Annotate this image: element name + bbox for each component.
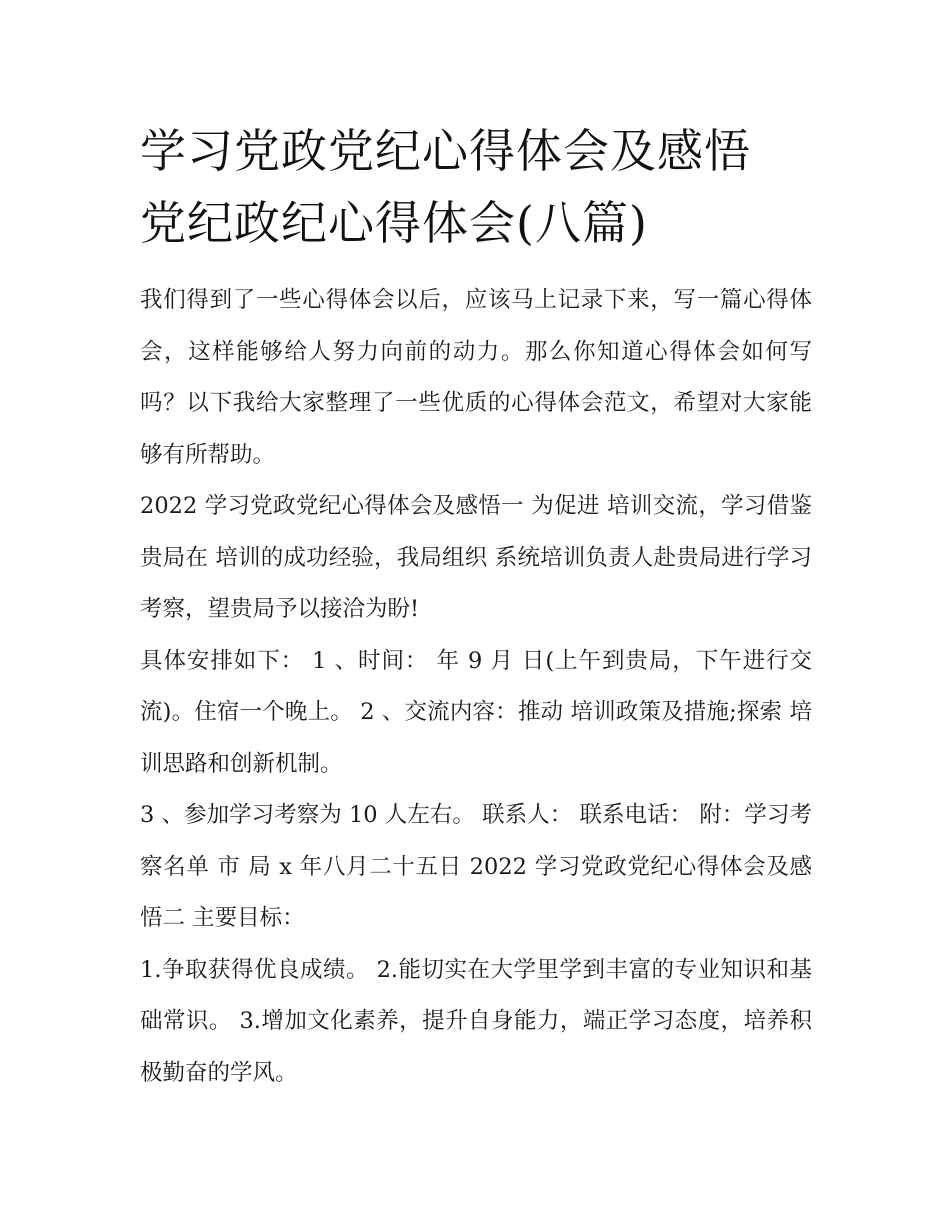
document-content: [140, 115, 812, 1099]
title-line-1: 学习党政党纪心得体会及感悟: [140, 124, 751, 178]
paragraph-intro: 我们得到了一些心得体会以后，应该马上记录下来，写一篇心得体会，这样能够给人努力向前的动力。那么你知道心得体会如何写吗？以下我给大家整理了一些优质的心得体会范文，希望对大家能够有所帮助。: [140, 287, 812, 468]
paragraph-arrangement: 具体安排如下： 1 、时间： 年 9 月 日(上午到贵局，下午进行交流)。住宿一个晚上。 2 、交流内容：推动 培训政策及措施;探索 培训思路和创新机制。: [140, 647, 812, 777]
paragraph-article-one: 2022 学习党政党纪心得体会及感悟一 为促进 培训交流，学习借鉴贵局在 培训的成功经验，我局组织 系统培训负责人赴贵局进行学习考察，望贵局予以接洽为盼!: [140, 493, 812, 622]
paragraph-participants: 3 、参加学习考察为 10 人左右。 联系人： 联系电话： 附：学习考察名单 市 局 x 年八月二十五日 2022 学习党政党纪心得体会及感悟二 主要目标：: [140, 802, 812, 931]
title-line-2: 党纪政纪心得体会(八篇): [140, 196, 648, 250]
document-title: [140, 115, 812, 259]
paragraph-goals: 1.争取获得优良成绩。 2.能切实在大学里学到丰富的专业知识和基础常识。 3.增加文化素养，提升自身能力，端正学习态度，培养积极勤奋的学风。: [140, 956, 812, 1086]
document-body: [140, 275, 812, 1099]
